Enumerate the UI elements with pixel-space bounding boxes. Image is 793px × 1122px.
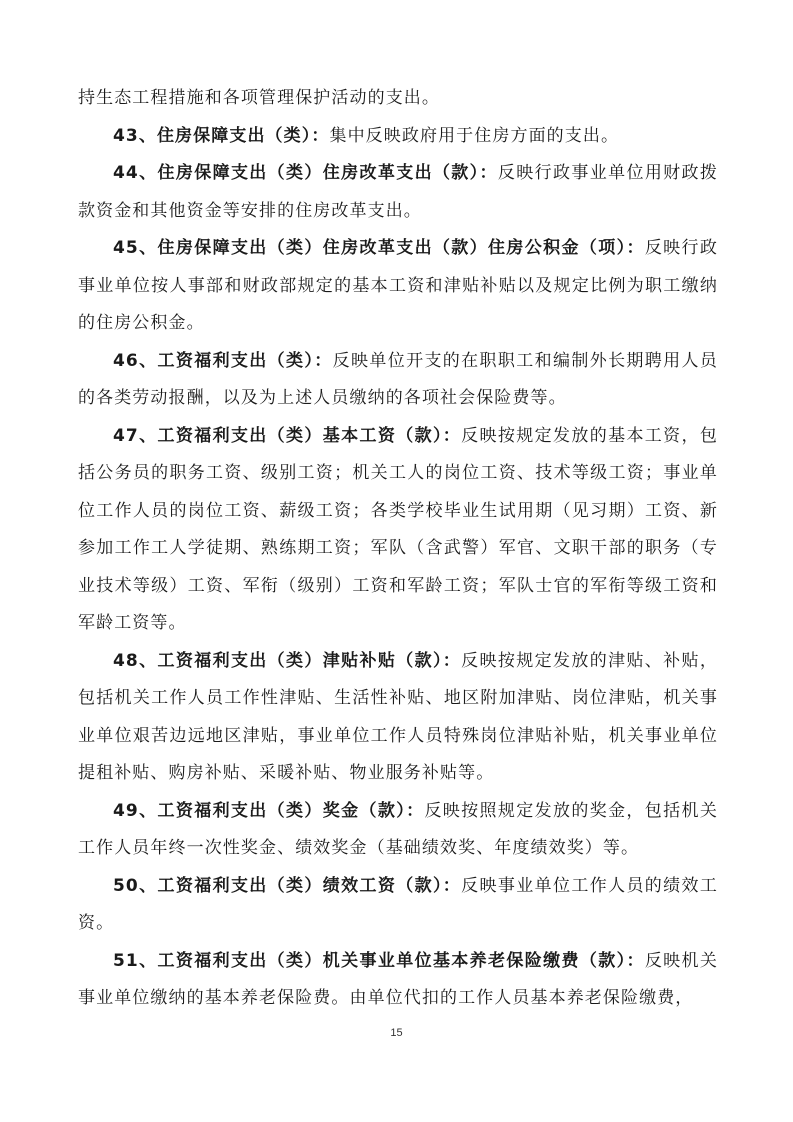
item-term: 43、住房保障支出（类）：: [113, 125, 330, 146]
item-term: 49、工资福利支出（类）奖金（款）：: [113, 800, 425, 821]
item-description: 反映行政事业单位用财政拨款资金和其他资金等安排的住房改革支出。: [78, 163, 719, 221]
page-number: 15: [390, 1027, 403, 1039]
list-item: [78, 343, 718, 418]
list-item: [78, 418, 718, 643]
document-body: [78, 80, 718, 1018]
item-description: 反映按照规定发放的奖金，包括机关工作人员年终一次性奖金、绩效奖金（基础绩效奖、年度绩效奖）等。: [78, 800, 718, 858]
continuation-paragraph: 持生态工程措施和各项管理保护活动的支出。: [78, 88, 440, 108]
item-description: 反映事业单位工作人员的绩效工资。: [78, 875, 718, 933]
item-term: 44、住房保障支出（类）住房改革支出（款）：: [113, 163, 498, 183]
list-item: [78, 868, 718, 943]
item-description: 反映按规定发放的基本工资，包括公务员的职务工资、级别工资；机关工人的岗位工资、技术等级工资；事业单位工作人员的岗位工资、薪级工资；各类学校毕业生试用期（见习期）工资、新参加工作工人学徒期、熟练期工资；军队（含武警）军官、文职干部的职务（专业技术等级）工资、军衔（级别）工资和军龄工资；军队士官的军衔等级工资和军龄工资等。: [78, 425, 718, 633]
item-term: 51、工资福利支出（类）机关事业单位基本养老保险缴费（款）：: [113, 950, 645, 971]
list-item: [78, 793, 718, 868]
list-item: [78, 230, 718, 343]
item-description: 反映行政事业单位按人事部和财政部规定的基本工资和津贴补贴以及规定比例为职工缴纳的住房公积金。: [78, 238, 719, 333]
list-item: [78, 643, 718, 793]
item-term: 50、工资福利支出（类）绩效工资（款）：: [113, 875, 462, 896]
list-item: [78, 118, 718, 156]
list-item: [78, 943, 718, 1018]
item-term: 48、工资福利支出（类）津贴补贴（款）：: [113, 650, 462, 671]
item-term: 46、工资福利支出（类）：: [113, 350, 333, 371]
item-description: 反映按规定发放的津贴、补贴，包括机关工作人员工作性津贴、生活性补贴、地区附加津贴、岗位津贴，机关事业单位艰苦边远地区津贴，事业单位工作人员特殊岗位津贴补贴，机关事业单位提租补贴、购房补贴、采暖补贴、物业服务补贴等。: [78, 650, 718, 783]
list-item: [78, 155, 718, 230]
item-description: 反映单位开支的在职职工和编制外长期聘用人员的各类劳动报酬，以及为上述人员缴纳的各项社会保险费等。: [78, 350, 718, 408]
item-term: 47、工资福利支出（类）基本工资（款）：: [113, 425, 462, 446]
item-description: 集中反映政府用于住房方面的支出。: [329, 125, 620, 146]
item-term: 45、住房保障支出（类）住房改革支出（款）住房公积金（项）：: [113, 238, 645, 258]
item-description: 反映机关事业单位缴纳的基本养老保险费。由单位代扣的工作人员基本养老保险缴费，: [78, 950, 719, 1008]
